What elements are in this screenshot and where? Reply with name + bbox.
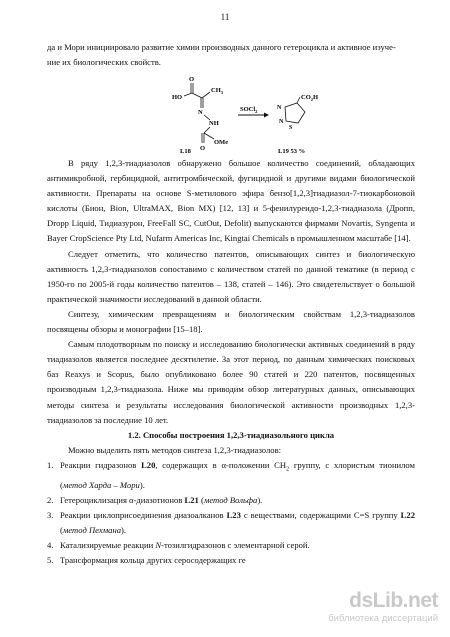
scheme-ch3: $CH_3$ (211, 87, 223, 95)
scheme-n1: N (198, 109, 203, 116)
scheme-oh: HO (172, 94, 183, 101)
reaction-scheme (160, 77, 330, 155)
list-item: 4. Катализируемые реакции N-тозилгидразонов с элементарной серой. (47, 540, 310, 551)
scheme-reagent: SOCl$_2$ (240, 106, 258, 114)
intro-paragraph (47, 40, 415, 70)
list-item: 5. Трансформация кольца других серосодержащих ге (47, 555, 246, 566)
list-item: 2. Гетероциклизация α-диазотионов L21 (метод Вольфа). (47, 494, 263, 505)
page-number: 11 (220, 12, 230, 22)
watermark (278, 589, 438, 631)
reaction-scheme-svg (160, 77, 330, 155)
scheme-ring-s: S (289, 125, 293, 131)
watermark-subtitle: библиотека диссертаций (328, 613, 438, 624)
section-title: 1.2. Способы построения 1,2,3-тиадиазольного цикла (127, 429, 335, 440)
body-text (47, 156, 415, 568)
list-item: 3. Реакции циклоприсоединения диазоалканов L23 с веществами, содержащими C=S группу L22 (метод Пехмана). (47, 509, 415, 535)
paragraph-2: Следует отметить, что количество патентов, описывающих синтез и биологическую активность 1,2,3-тиадиазолов сопоставимо с количеством статей по данной тематике (в период с 1950-го по 2005-й годы количество патентов – 138, статей – 146). Это свидетельствует о большой практической значимости исследований в данной области. (47, 248, 415, 304)
scheme-label-l19: L19 53 % (278, 148, 306, 155)
scheme-ome: OMe (214, 139, 229, 146)
paragraph-1: В ряду 1,2,3-тиадиазолов обнаружено большое количество соединений, обладающих антимикробной, гербицидной, антитромбической, фугицидной и другими видами биологической активности. Препараты на основе S-метилового эфира бензо[1,2,3]тиадиазол-7-тиокарбоновой кислоты (Бион, Bion, UltraMAX, Bion MX) [12, 13] и 5-фенилуреидо-1,2,3-тиадиазола (Дропп, Dropp Liquid, Тидиазурон, FreeFall SC, CutOut, Defolit) выпускаются фирмами Novartis, Syngenta и Bayer CropScience Pty Ltd, Nufarm Americas Inc, Kingtai Chemicals в промышленном масштабе [14]. (47, 158, 415, 244)
scheme-ring-n2: N (279, 119, 284, 125)
watermark-logo: dsLib.net (349, 589, 438, 612)
scheme-o-top: O (189, 77, 195, 83)
section-lead: Можно выделить пять методов синтеза 1,2,3-тиадиазолов: (68, 444, 282, 455)
paragraph-3: Синтезу, химическим превращениям и биологическим свойствам 1,2,3-тиадиазолов посвящены обзоры и монографии [15–18]. (47, 308, 415, 335)
list-item: 1. Реакции гидразонов L20, содержащих в α-положении $CH_2$ группу, с хлористым тионилом (метод Харда – Мори). (47, 459, 415, 490)
intro-line-1: да и Мори инициировало развитие химии производных данного гетероцикла и активное изуче- (47, 42, 396, 52)
scheme-label-l18: L18 (180, 148, 191, 155)
scheme-o-bottom: O (200, 145, 206, 152)
scheme-ring-n1: N (277, 105, 282, 111)
paragraph-4: Самым плодотворным по поиску и исследованию биологически активных соединений в ряду тиадиазолов является последнее десятилетие. За этот период, по данным химических поисковых баз Reaxys и Scopus, было опубликовано более 90 статей и 220 патентов, посвященных производным 1,2,3-тиадиазола. Ниже мы приводим обзор литературных данных, описывающих методы синтеза и результаты исследования биологической активности производных 1,2,3-тиадиазолов за последние 10 лет. (47, 339, 415, 425)
scheme-co2h: $CO_2H$ (301, 94, 319, 102)
scheme-nh: NH (209, 120, 219, 127)
intro-line-2: ние их биологических свойств. (47, 57, 161, 68)
